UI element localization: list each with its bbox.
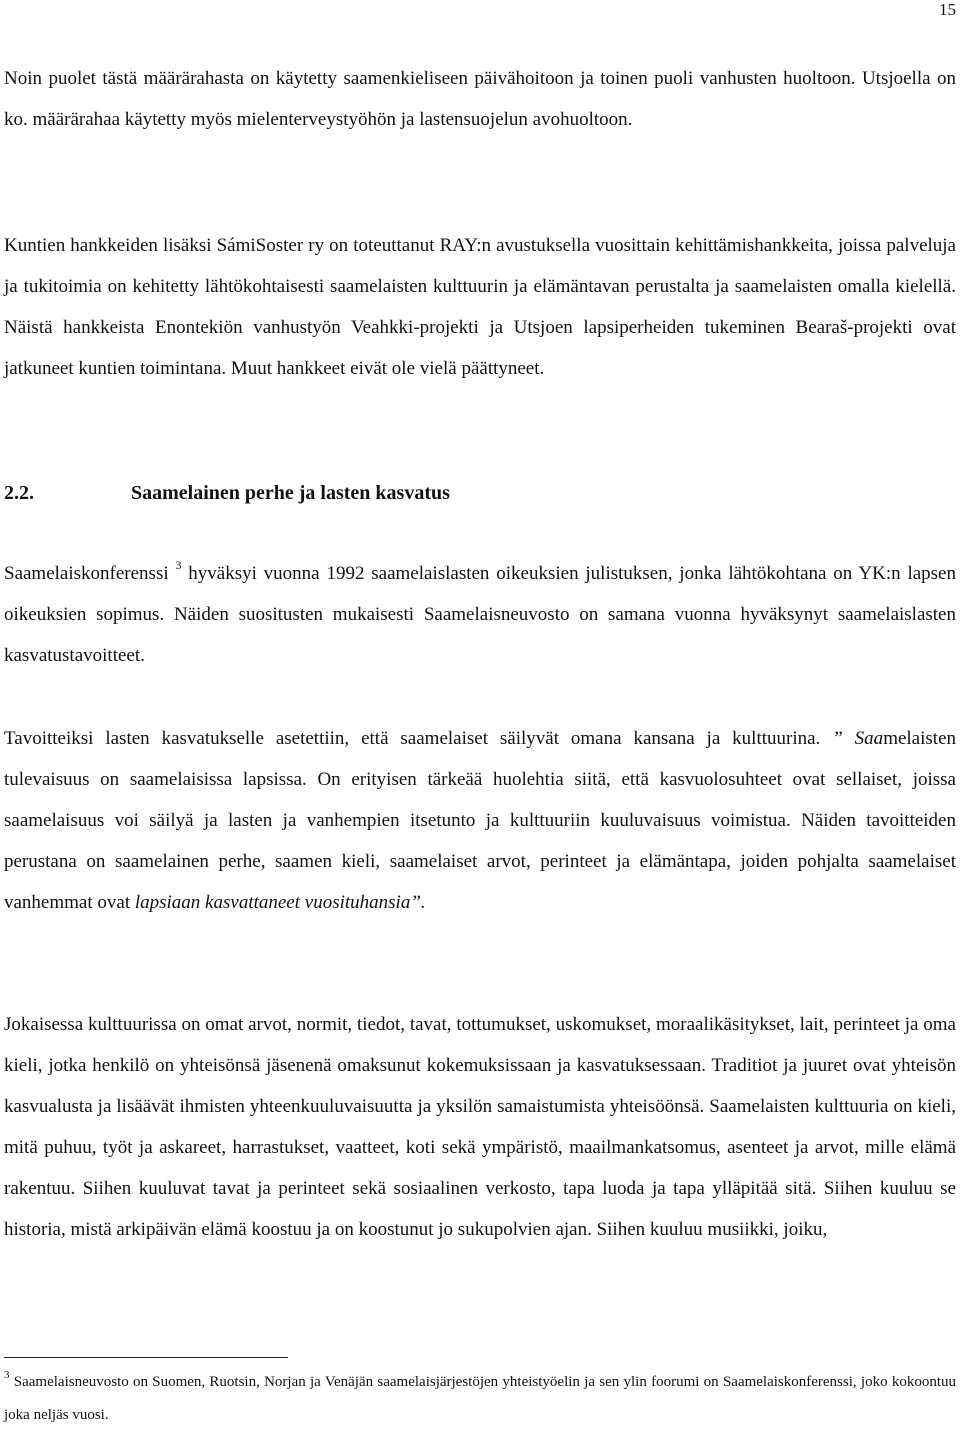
footnote-marker: 3	[4, 1369, 10, 1381]
paragraph-projects: Kuntien hankkeiden lisäksi SámiSoster ry on toteuttanut RAY:n avustuksella vuosittain kehittämishankkeita, joissa palveluja ja tukitoimia on kehitetty lähtökohtaisesti saamelaisten kulttuurin ja elämäntavan perustalta ja saamelaisten omalla kielellä. Näistä hankkeista Enontekiön vanhustyön Veahkki-projekti ja Utsjoen lapsiperheiden tukeminen Bearaš-projekti ovat jatkuneet kuntien toimintana. Muut hankkeet eivät ole vielä päättyneet.	[4, 235, 956, 379]
paragraph-conference	[4, 553, 956, 676]
footnote	[4, 1366, 956, 1432]
section-title: Saamelainen perhe ja lasten kasvatus	[131, 482, 450, 504]
quote-body: melaisten tulevaisuus on saamelaisissa lapsissa. On erityisen tärkeää huolehtia siitä, että kasvuolosuhteet ovat sellaiset, joissa saamelaisuus voi säilyä ja lasten ja vanhempien itsetunto ja kulttuuriin kuuluvaisuus voimistua. Näiden tavoitteiden perustana on saamelainen perhe, saamen kieli, saamelaiset arvot, perinteet ja elämäntapa, joiden pohjalta saamelaiset vanhemmat ovat	[4, 728, 956, 913]
paragraph-goals-start: Tavoitteiksi lasten kasvatukselle asetettiin, että saamelaiset säilyvät omana kansana ja kulttuurina.	[4, 728, 833, 749]
section-number: 2.2.	[4, 482, 34, 504]
paragraph-goals	[4, 718, 956, 923]
paragraph-conference-start: Saamelaiskonferenssi	[4, 563, 176, 584]
paragraph-funding: Noin puolet tästä määrärahasta on käytetty saamenkieliseen päivähoitoon ja toinen puoli vanhusten huoltoon. Utsjoella on ko. määrärahaa käytetty myös mielenterveystyöhön ja lastensuojelun avohuoltoon.	[4, 68, 956, 130]
footnote-text: Saamelaisneuvosto on Suomen, Ruotsin, Norjan ja Venäjän saamelaisjärjestöjen yhteistyöelin ja sen ylin foorumi on Saamelaiskonferenssi, joko kokoontuu joka neljäs vuosi.	[4, 1374, 956, 1423]
paragraph-conference-rest: hyväksyi vuonna 1992 saamelaislasten oikeuksien julistuksen, jonka lähtökohtana on YK:n lapsen oikeuksien sopimus. Näiden suositusten mukaisesti Saamelaisneuvosto on samana vuonna hyväksynyt saamelaislasten kasvatustavoitteet.	[4, 563, 956, 666]
footnote-divider	[4, 1357, 288, 1358]
quote-open: ” Saa	[832, 728, 884, 749]
quote-end: lapsiaan kasvattaneet vuosituhansia”.	[134, 892, 426, 913]
page-number: 15	[939, 0, 956, 19]
section-heading	[4, 473, 956, 514]
footnote-reference: 3	[175, 558, 182, 572]
paragraph-culture: Jokaisessa kulttuurissa on omat arvot, normit, tiedot, tavat, tottumukset, uskomukset, moraalikäsitykset, lait, perinteet ja oma kieli, jotka henkilö on yhteisönsä jäsenenä omaksunut kokemuksissaan ja kasvatuksessaan. Traditiot ja juuret ovat yhteisön kasvualusta ja lisäävät ihmisten yhteenkuuluvaisuutta ja yksilön samaistumista yhteisöönsä. Saamelaisten kulttuuria on kieli, mitä puhuu, työt ja askareet, harrastukset, vaatteet, koti sekä ympäristö, maailmankatsomus, asenteet ja arvot, mille elämä rakentuu. Siihen kuuluvat tavat ja perinteet sekä sosiaalinen verkosto, tapa luoda ja tapa ylläpitää sitä. Siihen kuuluu se historia, mistä arkipäivän elämä koostuu ja on koostunut jo sukupolvien ajan. Siihen kuuluu musiikki, joiku,	[4, 1014, 956, 1240]
